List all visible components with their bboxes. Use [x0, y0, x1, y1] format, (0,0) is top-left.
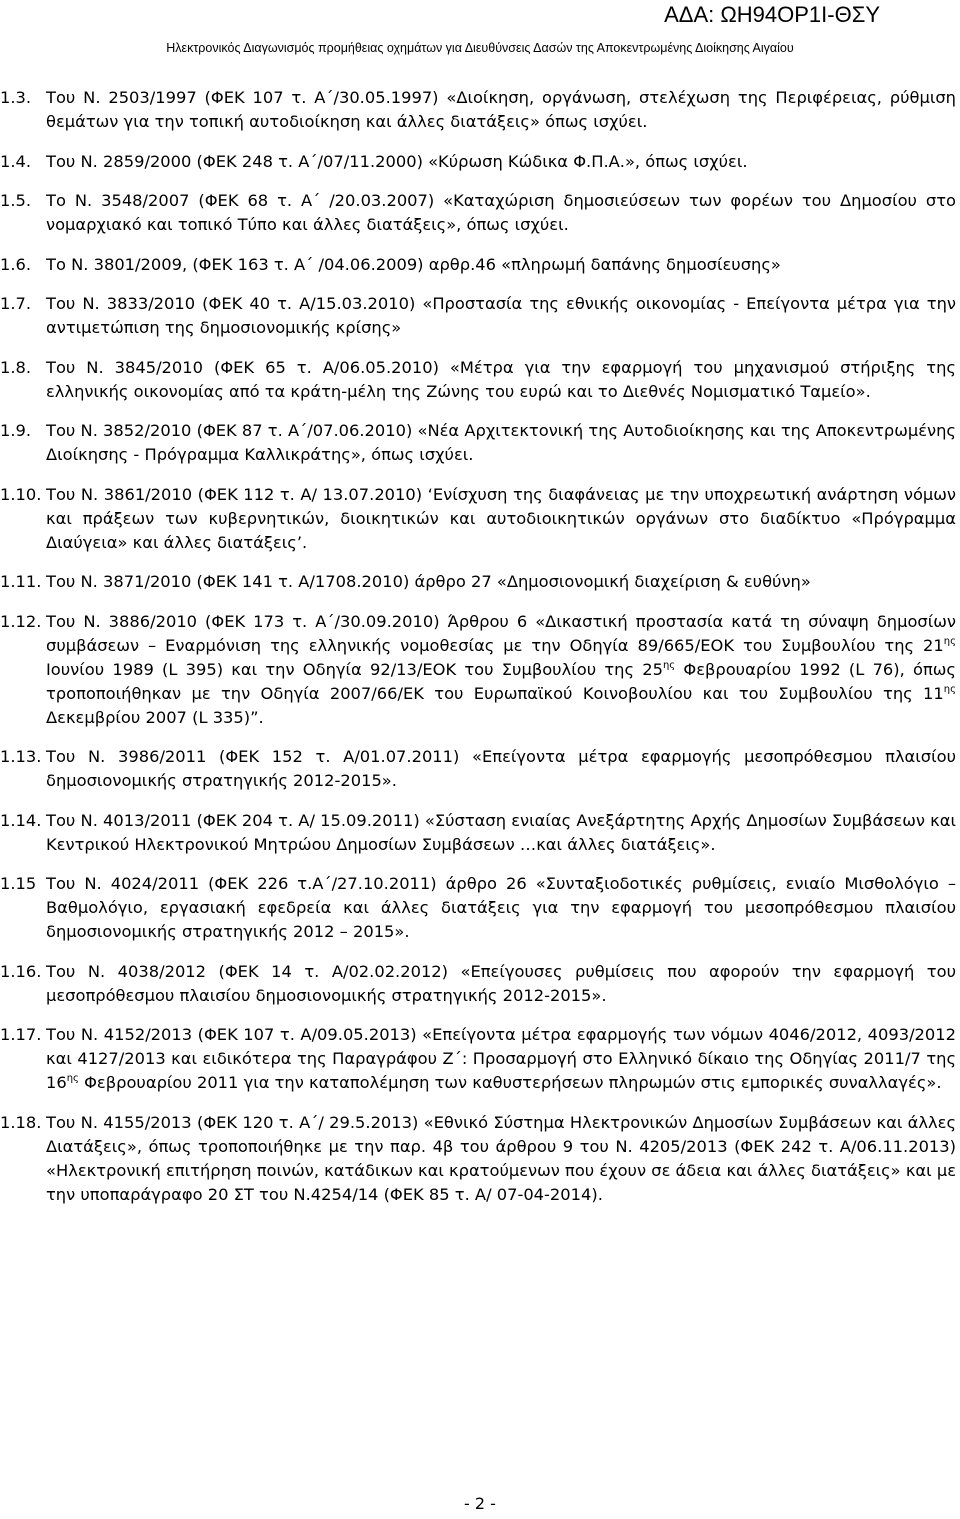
item-number: 1.16. [0, 961, 42, 981]
list-item [0, 356, 956, 404]
list-item [0, 960, 956, 1008]
item-text: Του Ν. 4024/2011 (ΦΕΚ 226 τ.Α΄/27.10.2011) άρθρο 26 «Συνταξιοδοτικές ρυθμίσεις, ενιαίο Μισθολόγιο – Βαθμολόγιο, εργασιακή εφεδρεία και άλλες διατάξεις για την εφαρμογή του μεσοπρόθεσμου πλαισίου δημοσιονομικής στρατηγικής 2012 – 2015». [46, 874, 956, 941]
item-number: 1.9. [0, 421, 32, 440]
item-number: 1.14. [0, 810, 42, 830]
item-number: 1.17. [0, 1025, 42, 1044]
list-item [0, 610, 956, 730]
page-number: - 2 - [464, 1494, 496, 1513]
item-text-part: Φεβρουαρίου 2011 για την καταπολέμηση των καθυστερήσεων πληρωμών στις εμπορικές συναλλαγές». [78, 1073, 942, 1092]
list-item [0, 189, 956, 237]
item-text [0, 610, 956, 730]
list-item [0, 1023, 956, 1095]
item-text-part: Του Ν. 3886/2010 (ΦΕΚ 173 τ. Α΄/30.09.2010) Άρθρου 6 «Δικαστική προστασία κατά τη σύναψη δημοσίων συμβάσεων – Εναρμόνιση της ελληνικής νομοθεσίας με την Οδηγία 89/665/ΕΟΚ του Συμβουλίου της 21 [46, 611, 956, 655]
legislation-list [0, 86, 956, 1222]
item-number: 1.3. [0, 88, 32, 107]
list-item [0, 292, 956, 340]
item-number: 1.12. [0, 611, 42, 631]
item-text: Το Ν. 3801/2009, (ΦΕΚ 163 τ. Α΄ /04.06.2009) αρθρ.46 «πληρωμή δαπάνης δημοσίευσης» [46, 254, 781, 274]
list-item [0, 1111, 956, 1207]
item-text: Του Ν. 4013/2011 (ΦΕΚ 204 τ. Α/ 15.09.2011) «Σύσταση ενιαίας Ανεξάρτητης Αρχής Δημοσίων Συμβάσεων και Κεντρικού Ηλεκτρονικού Μητρώου Δημοσίων Συμβάσεων …και άλλες διατάξεις». [46, 810, 956, 854]
document-header-subtitle: Ηλεκτρονικός Διαγωνισμός προμήθειας οχημάτων για Διευθύνσεις Δασών της Αποκεντρωμένης Διοίκησης Αιγαίου [166, 41, 794, 55]
list-item [0, 150, 956, 174]
item-number: 1.15 [0, 874, 37, 893]
item-text: Του Ν. 3833/2010 (ΦΕΚ 40 τ. Α/15.03.2010) «Προστασία της εθνικής οικονομίας - Επείγοντα μέτρα για την αντιμετώπιση της δημοσιονομικής κρίσης» [46, 294, 956, 337]
list-item [0, 86, 956, 134]
item-text-part: Δεκεμβρίου 2007 (L 335)”. [46, 707, 264, 727]
item-number: 1.8. [0, 357, 32, 377]
list-item [0, 872, 956, 944]
list-item [0, 809, 956, 857]
item-text: Του Ν. 2859/2000 (ΦΕΚ 248 τ. Α΄/07/11.2000) «Κύρωση Κώδικα Φ.Π.Α.», όπως ισχύει. [46, 151, 748, 171]
item-text: Του Ν. 3986/2011 (ΦΕΚ 152 τ. Α/01.07.2011) «Επείγοντα μέτρα εφαρμογής μεσοπρόθεσμου πλαισίου δημοσιονομικής στρατηγικής 2012-2015». [46, 747, 956, 790]
item-text-part: Φεβρουαρίου 1992 (L 76), όπως τροποποιήθηκαν με την Οδηγία 2007/66/ΕΚ του Ευρωπαϊκού Κοινοβουλίου και του Συμβουλίου της 11 [46, 659, 956, 703]
item-number: 1.7. [0, 294, 32, 313]
item-text [0, 1023, 956, 1095]
item-number: 1.6. [0, 254, 32, 274]
list-item [0, 419, 956, 467]
item-text: Του Ν. 3871/2010 (ΦΕΚ 141 τ. Α/1708.2010) άρθρο 27 «Δημοσιονομική διαχείριση & ευθύνη» [46, 572, 811, 591]
ordinal-suffix: ης [66, 1073, 79, 1084]
ordinal-suffix: ης [943, 635, 956, 647]
item-text: Του Ν. 4038/2012 (ΦΕΚ 14 τ. Α/02.02.2012) «Επείγουσες ρυθμίσεις που αφορούν την εφαρμογή του μεσοπρόθεσμου πλαισίου δημοσιονομικής στρατηγικής 2012-2015». [46, 961, 956, 1005]
item-text: Του Ν. 3852/2010 (ΦΕΚ 87 τ. Α΄/07.06.2010) «Νέα Αρχιτεκτονική της Αυτοδιοίκησης και της Αποκεντρωμένης Διοίκησης - Πρόγραμμα Καλλικράτης», όπως ισχύει. [46, 421, 956, 464]
item-number: 1.11. [0, 572, 42, 591]
item-number: 1.13. [0, 747, 42, 766]
ordinal-suffix: ης [662, 659, 676, 671]
item-number: 1.5. [0, 191, 32, 210]
list-item [0, 745, 956, 793]
item-number: 1.4. [0, 151, 32, 171]
item-text-part: Ιουνίου 1989 (L 395) και την Οδηγία 92/13/ΕΟΚ του Συμβουλίου της 25 [46, 659, 663, 679]
list-item [0, 483, 956, 555]
item-text: Το Ν. 3548/2007 (ΦΕΚ 68 τ. Α΄ /20.03.2007) «Καταχώριση δημοσιεύσεων των φορέων του Δημοσίου στο νομαρχιακό και τοπικό Τύπο και άλλες διατάξεις», όπως ισχύει. [46, 191, 956, 234]
item-text: Του Ν. 4155/2013 (ΦΕΚ 120 τ. Α΄/ 29.5.2013) «Εθνικό Σύστημα Ηλεκτρονικών Δημοσίων Συμβάσεων και άλλες Διατάξεις», όπως τροποποιήθηκε με την παρ. 4β του άρθρου 9 του Ν. 4205/2013 (ΦΕΚ 242 τ. Α/06.11.2013) «Ηλεκτρονική επιτήρηση ποινών, κατάδικων και κρατούμενων που έχουν σε άδεια και άλλες διατάξεις» και με την υποπαράγραφο 20 ΣΤ του Ν.4254/14 (ΦΕΚ 85 τ. Α/ 07-04-2014). [46, 1112, 956, 1204]
item-number: 1.18. [0, 1112, 42, 1132]
ordinal-suffix: ης [943, 683, 956, 695]
item-text: Του Ν. 2503/1997 (ΦΕΚ 107 τ. Α΄/30.05.1997) «Διοίκηση, οργάνωση, στελέχωση της Περιφέρειας, ρύθμιση θεμάτων για την τοπική αυτοδιοίκηση και άλλες διατάξεις» όπως ισχύει. [46, 88, 956, 131]
list-item [0, 253, 956, 277]
list-item [0, 570, 956, 594]
item-number: 1.10. [0, 484, 42, 504]
item-text: Του Ν. 3861/2010 (ΦΕΚ 112 τ. Α/ 13.07.2010) ‘Ενίσχυση της διαφάνειας με την υποχρεωτική ανάρτηση νόμων και πράξεων των κυβερνητικών, διοικητικών και αυτοδιοικητικών οργάνων στο διαδίκτυο «Πρόγραμμα Διαύγεια» και άλλες διατάξεις’. [46, 484, 956, 552]
ada-code: ΑΔΑ: ΩΗ94ΟΡ1Ι-ΘΣΥ [664, 2, 880, 27]
item-text-part: Του Ν. 4152/2013 (ΦΕΚ 107 τ. Α/09.05.2013) «Επείγοντα μέτρα εφαρμογής των νόμων 4046/2012, 4093/2012 και 4127/2013 και ειδικότερα της Παραγράφου Ζ΄: Προσαρμογή στο Ελληνικό δίκαιο της Οδηγίας 2011/7 της 16 [46, 1025, 956, 1092]
item-text: Του Ν. 3845/2010 (ΦΕΚ 65 τ. Α/06.05.2010) «Μέτρα για την εφαρμογή του μηχανισμού στήριξης της ελληνικής οικονομίας από τα κράτη-μέλη της Ζώνης του ευρώ και το Διεθνές Νομισματικό Ταμείο». [46, 357, 956, 401]
